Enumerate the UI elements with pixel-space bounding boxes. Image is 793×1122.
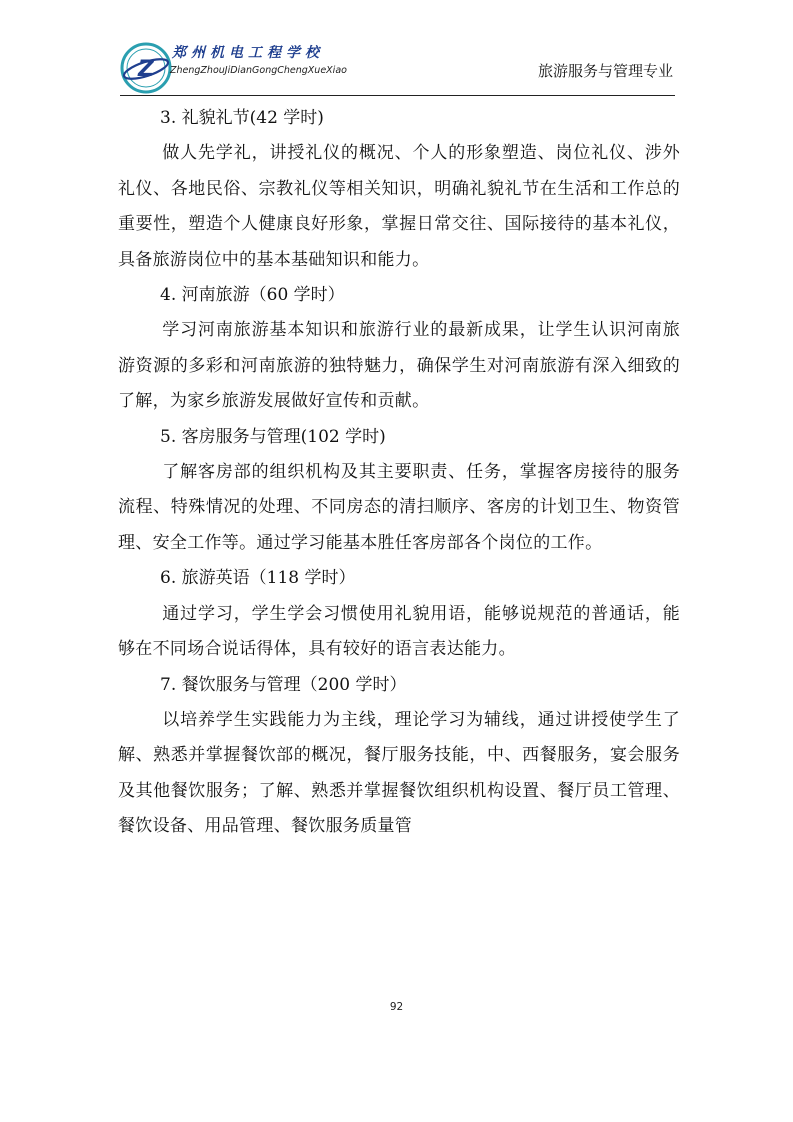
section-body-7: 以培养学生实践能力为主线，理论学习为辅线，通过讲授使学生了解、熟悉并掌握餐饮部的概况，餐厅服务技能，中、西餐服务，宴会服务及其他餐饮服务；了解、熟悉并掌握餐饮组织机构设置、餐厅员工管理、餐饮设备、用品管理、餐饮服务质量管 [118,709,680,837]
section-body-6: 通过学习，学生学会习惯使用礼貌用语，能够说规范的普通话，能够在不同场合说话得体，具有较好的语言表达能力。 [118,603,680,660]
section-body-4: 学习河南旅游基本知识和旅游行业的最新成果，让学生认识河南旅游资源的多彩和河南旅游的独特魅力，确保学生对河南旅游有深入细致的了解，为家乡旅游发展做好宣传和贡献。 [118,320,680,412]
section-heading-4: 4. 河南旅游（60 学时） [160,285,345,306]
section-body-5: 了解客房部的组织机构及其主要职责、任务，掌握客房接待的服务流程、特殊情况的处理、不同房态的清扫顺序、客房的计划卫生、物资管理、安全工作等。通过学习能基本胜任客房部各个岗位的工作。 [118,462,680,553]
section-heading-7: 7. 餐饮服务与管理（200 学时） [160,674,407,695]
page-number: 92 [389,1001,404,1013]
section-heading-6: 6. 旅游英语（118 学时） [160,568,356,589]
section-heading-5: 5. 客房服务与管理(102 学时) [160,426,386,447]
logo-letter: Z [138,57,154,82]
section-heading-3: 3. 礼貌礼节(42 学时) [160,108,324,128]
section-body-3: 做人先学礼，讲授礼仪的概况、个人的形象塑造、岗位礼仪、涉外礼仪、各地民俗、宗教礼仪等相关知识，明确礼貌礼节在生活和工作总的重要性，塑造个人健康良好形象，掌握日常交往、国际接待的基本礼仪，具备旅游岗位中的基本基础知识和能力。 [118,143,680,270]
school-name-en: ZhengZhouJiDianGongChengXueXiao [170,65,347,76]
document-body [118,101,680,845]
major-title: 旅游服务与管理专业 [537,62,673,80]
header-rule [120,95,675,96]
page-header [120,38,675,96]
school-name-cn: 郑州机电工程学校 [172,45,324,61]
school-emblem-icon [120,42,172,94]
